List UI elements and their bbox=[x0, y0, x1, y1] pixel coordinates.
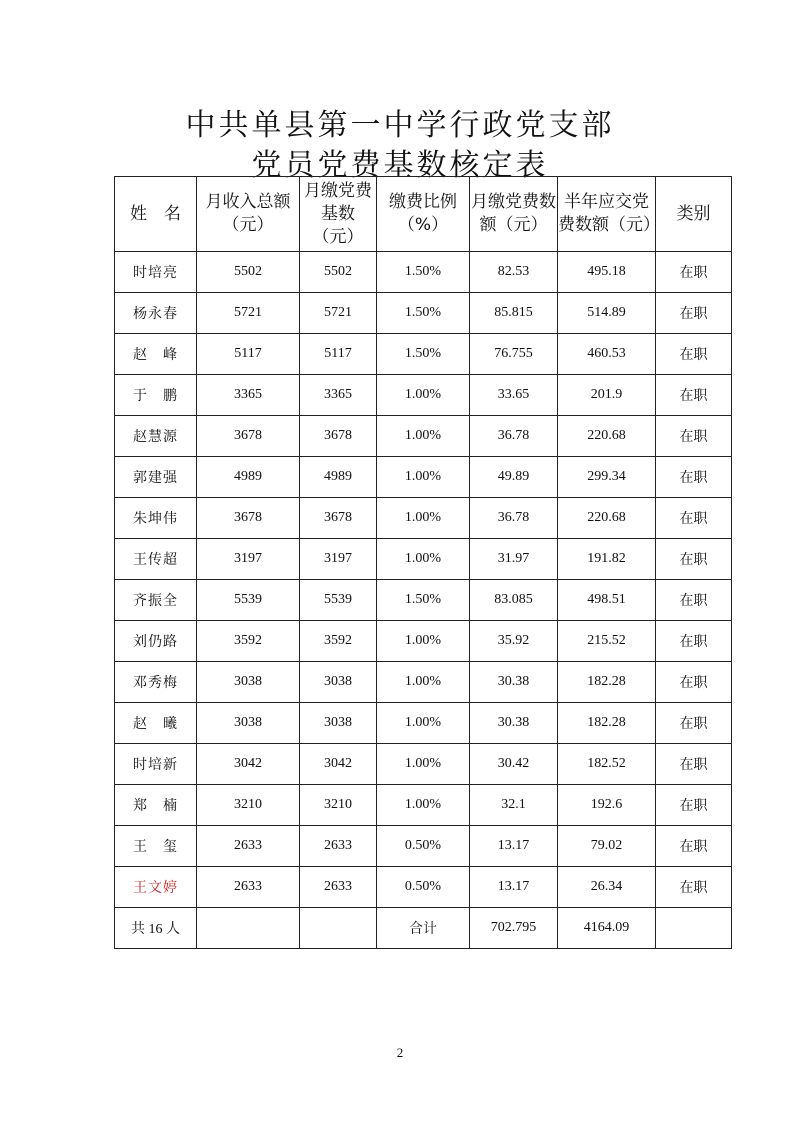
table-row bbox=[115, 293, 732, 334]
table-row bbox=[115, 703, 732, 744]
half-year-fee: 299.34 bbox=[558, 457, 656, 498]
member-name: 时培亮 bbox=[115, 252, 197, 293]
table-row bbox=[115, 744, 732, 785]
total-monthly-fee: 702.795 bbox=[470, 908, 558, 949]
monthly-fee: 13.17 bbox=[470, 867, 558, 908]
header-category: 类别 bbox=[656, 177, 732, 252]
member-category: 在职 bbox=[656, 703, 732, 744]
monthly-base: 3592 bbox=[300, 621, 377, 662]
member-name: 王传超 bbox=[115, 539, 197, 580]
monthly-income: 5721 bbox=[197, 293, 300, 334]
document-title: 中共单县第一中学行政党支部 bbox=[185, 108, 615, 143]
fee-rate: 1.00% bbox=[377, 662, 470, 703]
monthly-fee: 13.17 bbox=[470, 826, 558, 867]
member-name: 赵慧源 bbox=[115, 416, 197, 457]
half-year-fee: 182.28 bbox=[558, 703, 656, 744]
monthly-income: 3678 bbox=[197, 498, 300, 539]
monthly-income: 5502 bbox=[197, 252, 300, 293]
monthly-income: 3197 bbox=[197, 539, 300, 580]
monthly-base: 3678 bbox=[300, 416, 377, 457]
monthly-base: 5502 bbox=[300, 252, 377, 293]
member-category: 在职 bbox=[656, 621, 732, 662]
member-category: 在职 bbox=[656, 744, 732, 785]
table-row bbox=[115, 416, 732, 457]
member-name: 于 鹏 bbox=[115, 375, 197, 416]
monthly-base: 3038 bbox=[300, 703, 377, 744]
half-year-fee: 514.89 bbox=[558, 293, 656, 334]
monthly-fee: 30.38 bbox=[470, 662, 558, 703]
half-year-fee: 182.52 bbox=[558, 744, 656, 785]
page-number: 2 bbox=[396, 1045, 404, 1060]
table-row bbox=[115, 457, 732, 498]
monthly-base: 3038 bbox=[300, 662, 377, 703]
monthly-income: 3038 bbox=[197, 703, 300, 744]
monthly-income: 3038 bbox=[197, 662, 300, 703]
half-year-fee: 220.68 bbox=[558, 498, 656, 539]
monthly-base: 3365 bbox=[300, 375, 377, 416]
table-row bbox=[115, 662, 732, 703]
member-category: 在职 bbox=[656, 539, 732, 580]
member-category: 在职 bbox=[656, 334, 732, 375]
member-name: 赵 峰 bbox=[115, 334, 197, 375]
monthly-fee: 36.78 bbox=[470, 498, 558, 539]
member-category: 在职 bbox=[656, 826, 732, 867]
member-name: 杨永春 bbox=[115, 293, 197, 334]
member-name: 邓秀梅 bbox=[115, 662, 197, 703]
member-name: 郑 楠 bbox=[115, 785, 197, 826]
table-row bbox=[115, 252, 732, 293]
member-category: 在职 bbox=[656, 416, 732, 457]
footer-empty-cell bbox=[197, 908, 300, 949]
table-row bbox=[115, 375, 732, 416]
monthly-base: 4989 bbox=[300, 457, 377, 498]
table-body bbox=[115, 252, 732, 908]
member-category: 在职 bbox=[656, 375, 732, 416]
monthly-base: 3210 bbox=[300, 785, 377, 826]
fee-rate: 1.00% bbox=[377, 457, 470, 498]
monthly-fee: 76.755 bbox=[470, 334, 558, 375]
fee-rate: 1.00% bbox=[377, 375, 470, 416]
monthly-fee: 32.1 bbox=[470, 785, 558, 826]
half-year-fee: 192.6 bbox=[558, 785, 656, 826]
monthly-base: 2633 bbox=[300, 867, 377, 908]
header-half-year-fee: 半年应交党费数额（元） bbox=[558, 177, 656, 252]
member-category: 在职 bbox=[656, 662, 732, 703]
footer-empty-cell bbox=[300, 908, 377, 949]
monthly-base: 3678 bbox=[300, 498, 377, 539]
monthly-base: 5117 bbox=[300, 334, 377, 375]
header-monthly-income: 月收入总额（元） bbox=[197, 177, 300, 252]
total-label: 合计 bbox=[377, 908, 470, 949]
table-row bbox=[115, 334, 732, 375]
fee-rate: 0.50% bbox=[377, 867, 470, 908]
monthly-fee: 36.78 bbox=[470, 416, 558, 457]
half-year-fee: 191.82 bbox=[558, 539, 656, 580]
fee-rate: 1.50% bbox=[377, 252, 470, 293]
fee-rate: 1.00% bbox=[377, 703, 470, 744]
half-year-fee: 215.52 bbox=[558, 621, 656, 662]
fee-rate: 1.50% bbox=[377, 334, 470, 375]
half-year-fee: 498.51 bbox=[558, 580, 656, 621]
monthly-income: 5539 bbox=[197, 580, 300, 621]
table-row bbox=[115, 867, 732, 908]
monthly-income: 3592 bbox=[197, 621, 300, 662]
monthly-base: 2633 bbox=[300, 826, 377, 867]
header-name: 姓 名 bbox=[115, 177, 197, 252]
table-row bbox=[115, 580, 732, 621]
party-fee-table bbox=[114, 176, 732, 949]
member-name: 郭建强 bbox=[115, 457, 197, 498]
monthly-income: 2633 bbox=[197, 826, 300, 867]
monthly-fee: 83.085 bbox=[470, 580, 558, 621]
table-row bbox=[115, 785, 732, 826]
monthly-fee: 33.65 bbox=[470, 375, 558, 416]
monthly-base: 3197 bbox=[300, 539, 377, 580]
monthly-income: 3210 bbox=[197, 785, 300, 826]
monthly-fee: 49.89 bbox=[470, 457, 558, 498]
fee-rate: 0.50% bbox=[377, 826, 470, 867]
fee-rate: 1.00% bbox=[377, 539, 470, 580]
fee-rate: 1.50% bbox=[377, 293, 470, 334]
half-year-fee: 201.9 bbox=[558, 375, 656, 416]
table-row bbox=[115, 826, 732, 867]
member-name: 齐振全 bbox=[115, 580, 197, 621]
member-category: 在职 bbox=[656, 252, 732, 293]
member-name: 赵 曦 bbox=[115, 703, 197, 744]
monthly-fee: 31.97 bbox=[470, 539, 558, 580]
member-name: 时培新 bbox=[115, 744, 197, 785]
monthly-fee: 82.53 bbox=[470, 252, 558, 293]
half-year-fee: 182.28 bbox=[558, 662, 656, 703]
fee-rate: 1.50% bbox=[377, 580, 470, 621]
member-category: 在职 bbox=[656, 785, 732, 826]
member-name: 王文婷 bbox=[115, 867, 197, 908]
monthly-income: 2633 bbox=[197, 867, 300, 908]
member-name: 刘仍路 bbox=[115, 621, 197, 662]
footer-empty-cell bbox=[656, 908, 732, 949]
monthly-income: 4989 bbox=[197, 457, 300, 498]
monthly-fee: 30.42 bbox=[470, 744, 558, 785]
fee-rate: 1.00% bbox=[377, 744, 470, 785]
monthly-income: 5117 bbox=[197, 334, 300, 375]
document-subtitle: 党员党费基数核定表 bbox=[251, 148, 549, 183]
monthly-fee: 85.815 bbox=[470, 293, 558, 334]
monthly-income: 3042 bbox=[197, 744, 300, 785]
monthly-income: 3678 bbox=[197, 416, 300, 457]
total-half-year-fee: 4164.09 bbox=[558, 908, 656, 949]
header-monthly-base: 月缴党费基数（元） bbox=[300, 177, 377, 252]
member-count: 共 16 人 bbox=[115, 908, 197, 949]
fee-rate: 1.00% bbox=[377, 416, 470, 457]
fee-rate: 1.00% bbox=[377, 498, 470, 539]
member-category: 在职 bbox=[656, 867, 732, 908]
half-year-fee: 220.68 bbox=[558, 416, 656, 457]
member-category: 在职 bbox=[656, 580, 732, 621]
fee-rate: 1.00% bbox=[377, 785, 470, 826]
table-row bbox=[115, 621, 732, 662]
monthly-base: 5721 bbox=[300, 293, 377, 334]
monthly-base: 5539 bbox=[300, 580, 377, 621]
half-year-fee: 79.02 bbox=[558, 826, 656, 867]
monthly-base: 3042 bbox=[300, 744, 377, 785]
half-year-fee: 460.53 bbox=[558, 334, 656, 375]
header-rate: 缴费比例（%） bbox=[377, 177, 470, 252]
table-row bbox=[115, 539, 732, 580]
member-name: 朱坤伟 bbox=[115, 498, 197, 539]
monthly-fee: 35.92 bbox=[470, 621, 558, 662]
monthly-fee: 30.38 bbox=[470, 703, 558, 744]
fee-rate: 1.00% bbox=[377, 621, 470, 662]
member-name: 王 玺 bbox=[115, 826, 197, 867]
member-category: 在职 bbox=[656, 457, 732, 498]
table-row bbox=[115, 498, 732, 539]
table-header-row bbox=[115, 177, 732, 252]
half-year-fee: 495.18 bbox=[558, 252, 656, 293]
table-footer-row bbox=[115, 908, 732, 949]
member-category: 在职 bbox=[656, 293, 732, 334]
half-year-fee: 26.34 bbox=[558, 867, 656, 908]
header-monthly-fee: 月缴党费数额（元） bbox=[470, 177, 558, 252]
member-category: 在职 bbox=[656, 498, 732, 539]
monthly-income: 3365 bbox=[197, 375, 300, 416]
